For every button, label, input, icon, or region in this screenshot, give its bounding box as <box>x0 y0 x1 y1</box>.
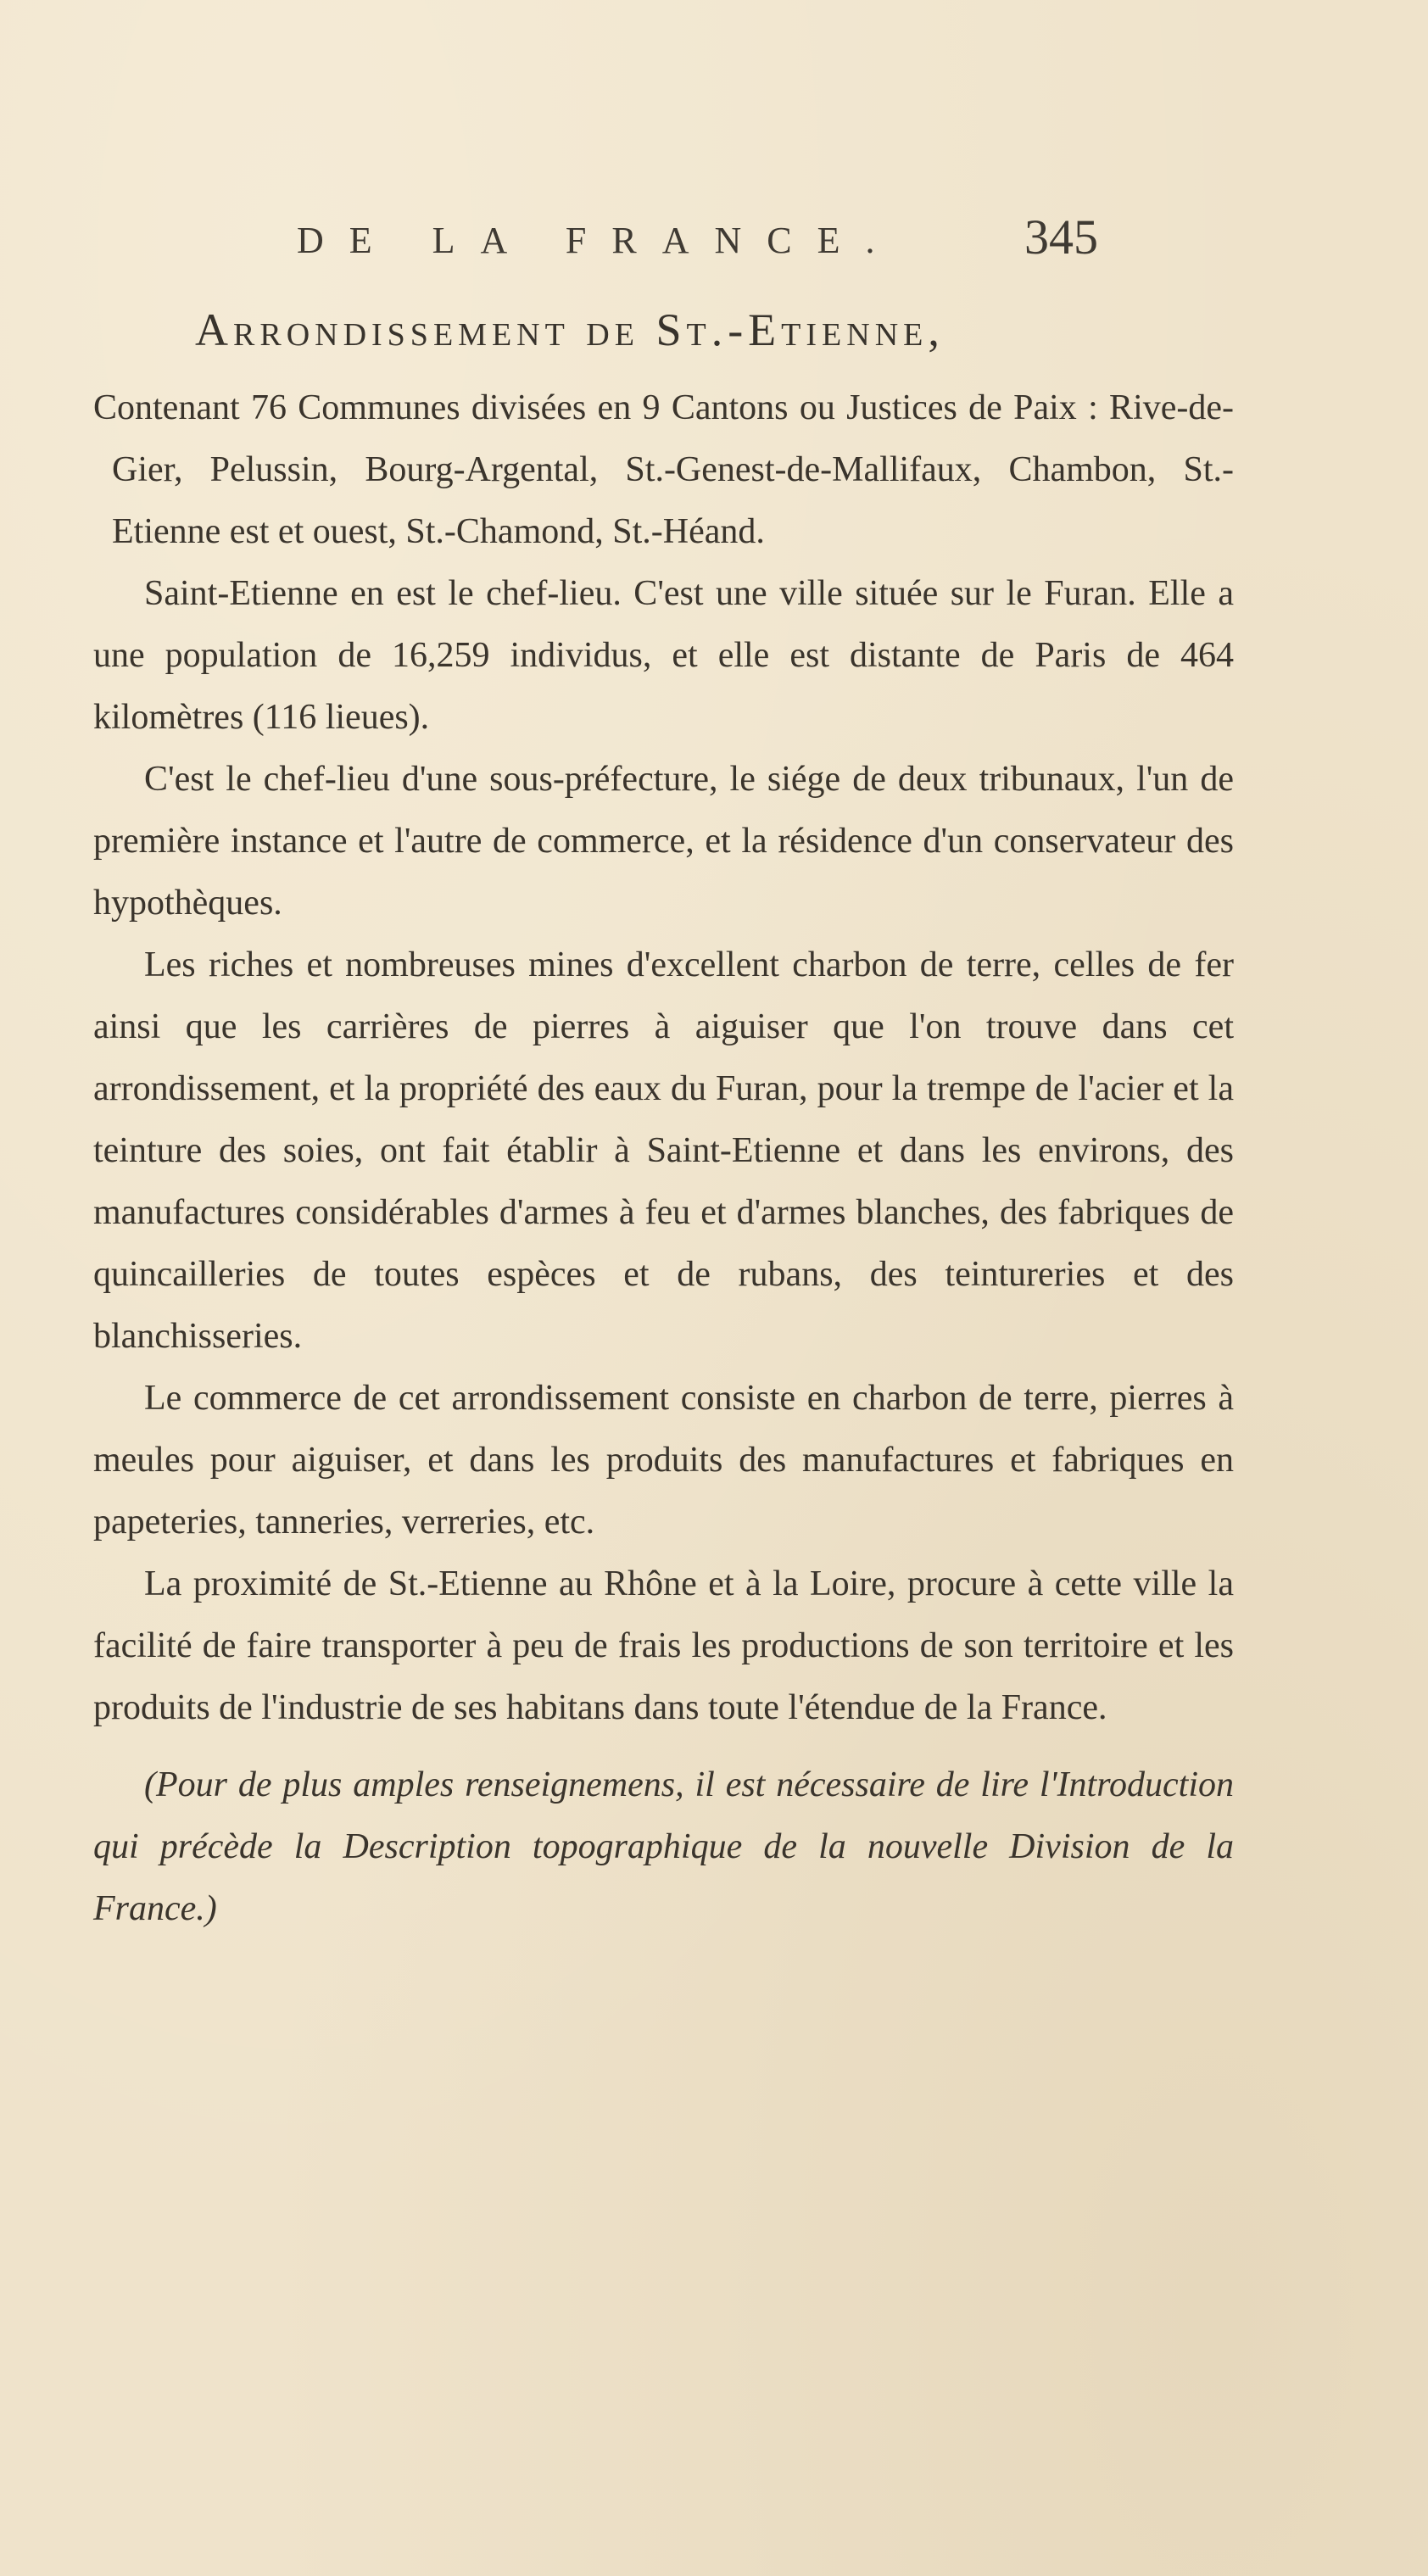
paragraph-industry: Les riches et nombreuses mines d'excellent charbon de terre, celles de fer ainsi que les carrières de pierres à aiguiser que l'on trouve dans cet arrondissement, et la propriété des eaux du Furan, pour la trempe de l'acier et la teinture des soies, ont fait établir à Saint-Etienne et dans les environs, des manufactures considérables d'armes à feu et d'armes blanches, des fabriques de quincailleries de toutes espèces et de rubans, des teintureries et des blanchisseries. <box>93 945 1234 1356</box>
footnote-reference: (Pour de plus amples renseignemens, il est nécessaire de lire l'Introduction qui précède la Description topographique de la nouvelle Division de la France.) <box>93 1765 1234 1928</box>
paragraph-cantons: Contenant 76 Communes divisées en 9 Cantons ou Justices de Paix : Rive-de-Gier, Pelussin, Bourg-Argental, St.-Genest-de-Mallifaux, Chambon, St.-Etienne est et ouest, St.-Chamond, St.-Héand. <box>93 388 1234 551</box>
paragraph-transport: La proximité de St.-Etienne au Rhône et à la Loire, procure à cette ville la facilité de faire transporter à peu de frais les productions de son territoire et les produits de l'industrie de ses habitans dans toute l'étendue de la France. <box>93 1564 1234 1727</box>
paragraph-chef-lieu: Saint-Etienne en est le chef-lieu. C'est une ville située sur le Furan. Elle a une population de 16,259 individus, et elle est distante de Paris de 464 kilomètres (116 lieues). <box>93 574 1234 737</box>
paragraph-commerce: Le commerce de cet arrondissement consiste en charbon de terre, pierres à meules pour aiguiser, et dans les produits des manufactures et fabriques en papeteries, tanneries, verreries, etc. <box>93 1379 1234 1542</box>
page-number: 345 <box>1024 209 1098 265</box>
paragraph-sous-prefecture: C'est le chef-lieu d'une sous-préfecture, le siége de deux tribunaux, l'un de première instance et l'autre de commerce, et la résidence d'un conservateur des hypothèques. <box>93 760 1234 923</box>
running-header: DE LA FRANCE. <box>297 220 901 261</box>
page-body <box>93 377 1234 1940</box>
section-heading: Arrondissement de St.-Etienne, <box>195 304 945 355</box>
